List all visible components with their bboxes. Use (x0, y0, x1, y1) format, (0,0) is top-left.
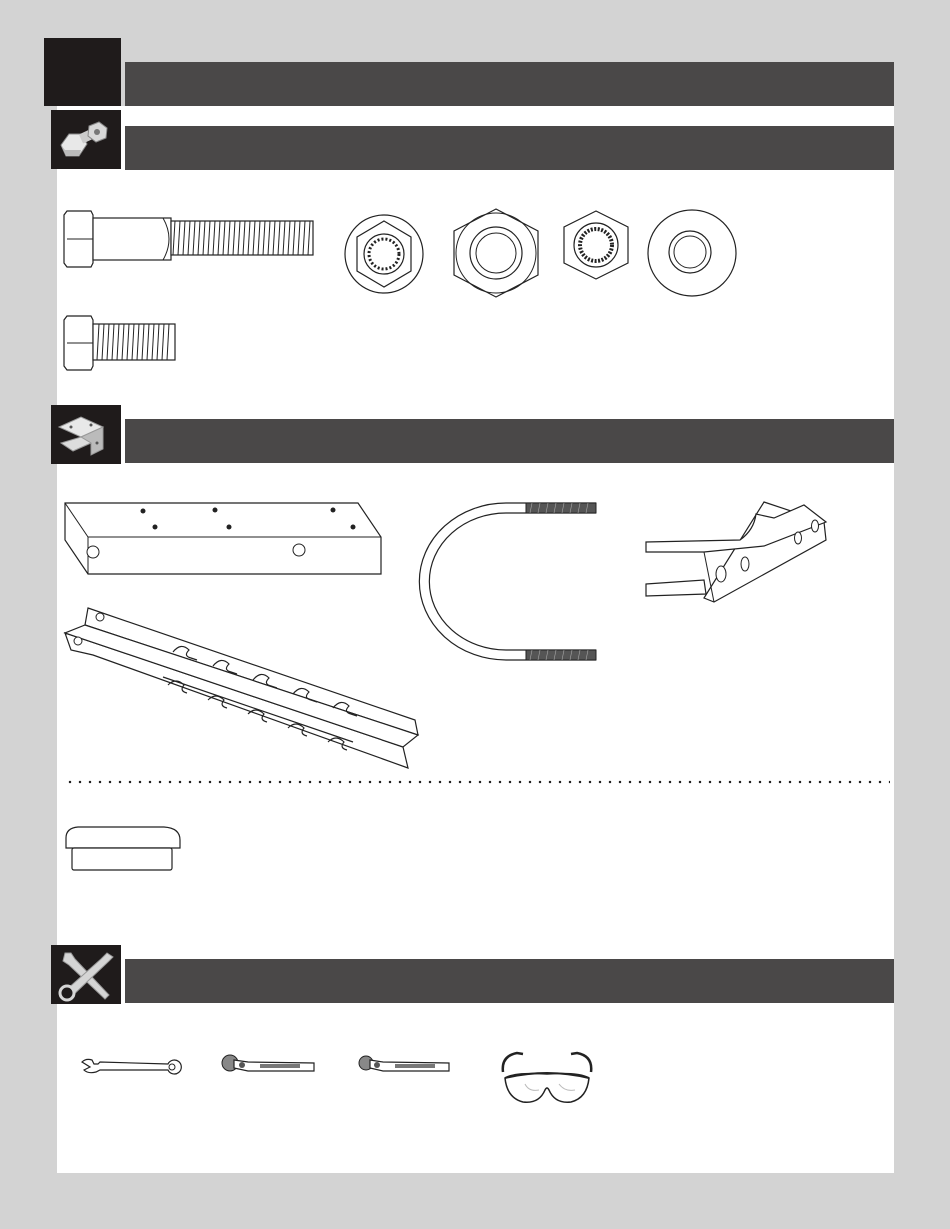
section-divider (65, 780, 890, 784)
hex-nut (446, 207, 546, 299)
square-tube (63, 500, 385, 580)
u-bolt (406, 500, 600, 675)
lock-nut (560, 209, 632, 281)
clevis-bracket (644, 500, 830, 610)
flange-nut (343, 209, 425, 299)
hardware-bar (125, 126, 894, 170)
end-cap (64, 824, 184, 876)
bolt-nut-icon (51, 110, 121, 169)
bracket-icon (51, 405, 121, 464)
wrench-tools-icon (51, 945, 121, 1004)
parts-bar (125, 419, 894, 463)
safety-glasses (499, 1050, 595, 1108)
slotted-bracket (63, 605, 423, 775)
ratchet-socket-small (357, 1054, 452, 1076)
long-hex-bolt (63, 207, 318, 272)
combination-wrench (80, 1056, 180, 1076)
step-number-box (44, 38, 121, 106)
flat-washer (646, 208, 738, 298)
step-title-bar (125, 62, 894, 106)
short-hex-bolt (63, 312, 181, 374)
ratchet-socket (220, 1054, 318, 1076)
tools-bar (125, 959, 894, 1003)
